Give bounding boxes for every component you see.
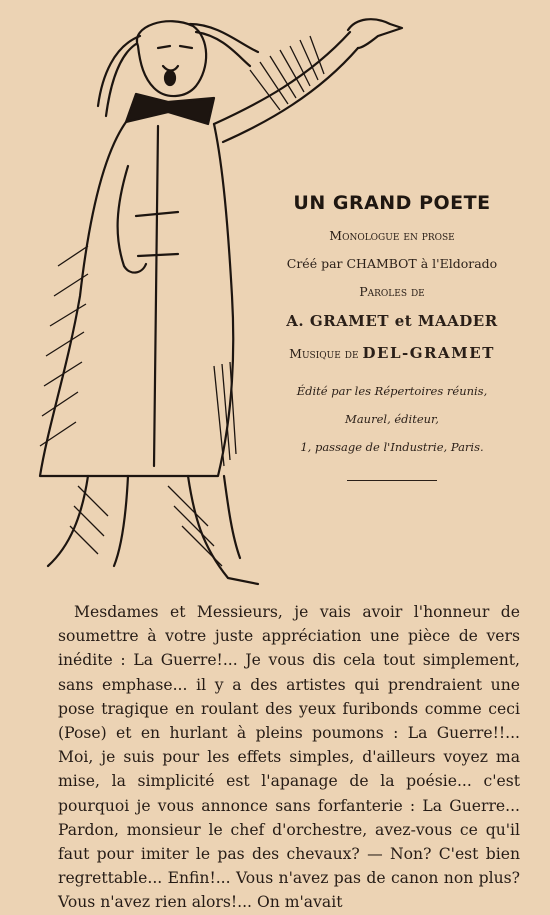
monologue-title: UN GRAND POETE (293, 192, 491, 214)
authors: A. GRAMET et MAADER (286, 312, 498, 330)
divider-rule (347, 480, 437, 481)
music-credit (262, 344, 522, 362)
monologue-body (58, 600, 520, 915)
created-by-line: Créé par CHAMBOT à l'Eldorado (286, 256, 498, 271)
composer-name: DEL-GRAMET (362, 344, 495, 362)
title-block (262, 192, 522, 481)
publisher-line-2: Maurel, éditeur, (345, 412, 439, 426)
lyrics-label: Paroles de (359, 284, 425, 299)
body-paragraph: Mesdames et Messieurs, je vais avoir l'honneur de soumettre à votre juste appréciation une pièce de vers inédite : La Guerre!... Je vous dis cela tout simplement, sans emphase... il y a des artistes qui prendraient une pose tragique en roulant des yeux furibonds comme ceci (Pose) et en hurlant à pleins poumons : La Guerre!!... Moi, je suis pour les effets simples, d'ailleurs voyez ma mise, la simplicité est l'apanage de la poésie... c'est pourquoi je vous annonce sans forfanterie : La Guerre... Pardon, monsieur le chef d'orchestre, avez-vous ce qu'il faut pour imiter le pas des chevaux? — Non? C'est bien regrettable... Enfin!... Vous n'avez pas de canon non plus? Vous n'avez rien alors!... On m'avait (58, 603, 520, 912)
monologue-subtitle: Monologue en prose (329, 228, 455, 243)
publisher-line-1: Édité par les Répertoires réunis, (296, 384, 488, 398)
publisher-line-3: 1, passage de l'Industrie, Paris. (300, 440, 484, 454)
music-label: Musique de (289, 346, 359, 361)
